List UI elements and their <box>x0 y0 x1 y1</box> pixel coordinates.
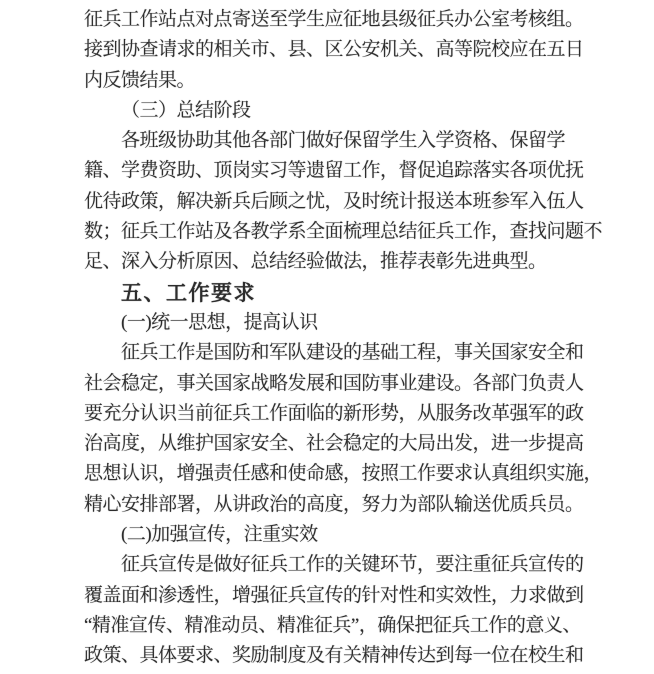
subheading-summary-stage: （三）总结阶段 <box>121 99 251 121</box>
document-line: 籍、学费资助、顶岗实习等遗留工作，督促追踪落实各项优抚 <box>84 160 584 182</box>
document-line: 各班级协助其他各部门做好保留学生入学资格、保留学 <box>121 130 566 152</box>
document-line: 征兵工作是国防和军队建设的基础工程，事关国家安全和 <box>121 342 584 364</box>
document-line: 治高度，从维护国家安全、社会稳定的大局出发，进一步提高 <box>84 433 584 455</box>
document-line: 覆盖面和渗透性，增强征兵宣传的针对性和实效性，力求做到 <box>84 584 584 606</box>
document-line: 优待政策，解决新兵后顾之忧，及时统计报送本班参军入伍人 <box>84 190 584 212</box>
document-line: 征兵工作站点对点寄送至学生应征地县级征兵办公室考核组。 <box>84 9 584 30</box>
document-line: 接到协查请求的相关市、县、区公安机关、高等院校应在五日 <box>84 39 584 61</box>
document-line: 足、深入分析原因、总结经验做法，推荐表彰先进典型。 <box>84 251 547 273</box>
document-line: 内反馈结果。 <box>84 69 196 91</box>
document-line: 社会稳定，事关国家战略发展和国防事业建设。各部门负责人 <box>84 372 584 394</box>
subheading-strengthen-publicity: (二)加强宣传，注重实效 <box>121 524 318 546</box>
document-line: 政策、具体要求、奖励制度及有关精神传达到每一位在校生和 <box>84 645 584 667</box>
heading-work-requirements: 五、工作要求 <box>121 280 256 305</box>
document-body <box>84 5 624 672</box>
document-line: 征兵宣传是做好征兵工作的关键环节，要注重征兵宣传的 <box>121 554 584 576</box>
document-line: “精准宣传、精准动员、精准征兵”，确保把征兵工作的意义、 <box>84 614 581 636</box>
document-line: 要充分认识当前征兵工作面临的新形势，从服务改革强军的政 <box>84 402 584 424</box>
document-line: 精心安排部署，从讲政治的高度，努力为部队输送优质兵员。 <box>84 493 584 515</box>
subheading-unify-thinking: (一)统一思想，提高认识 <box>121 311 318 333</box>
document-line: 数；征兵工作站及各教学系全面梳理总结征兵工作，查找问题不 <box>84 221 603 243</box>
document-line: 思想认识，增强责任感和使命感，按照工作要求认真组织实施， <box>84 463 603 485</box>
